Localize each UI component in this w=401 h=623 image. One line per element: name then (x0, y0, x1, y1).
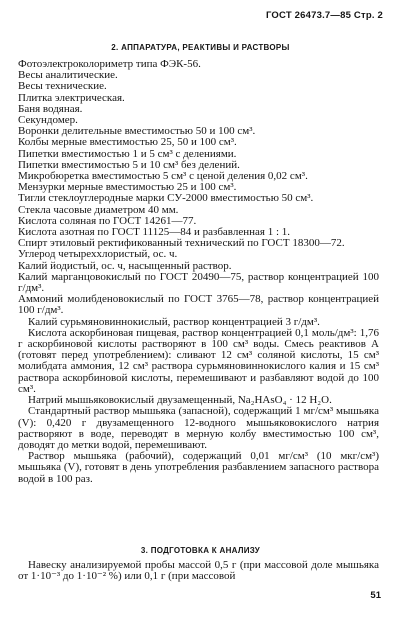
equipment-item: Весы аналитические. (18, 69, 118, 82)
equipment-item: Тигли стеклоуглеродные марки СУ-2000 вместимостью 50 см³. (18, 192, 314, 205)
reagent-item: Раствор мышьяка (рабочий), содержащий 0,01 мг/см³ (10 мкг/см³) мышьяка (V), готовят в день употребления разбавлением запасного раствора водой в 100 раз. (18, 450, 379, 485)
reagent-item: Спирт этиловый ректификованный технический по ГОСТ 18300—72. (18, 237, 345, 250)
equipment-item: Стекла часовые диаметром 40 мм. (18, 203, 179, 216)
equipment-item: Колбы мерные вместимостью 25, 50 и 100 см³. (18, 136, 237, 149)
reagent-item: Калий марганцовокислый по ГОСТ 20490—75, раствор концентрацией 100 г/дм³. (18, 270, 379, 295)
reagent-item: Натрий мышьяковокислый двузамещенный, Na₂HAsO₄ · 12 H₂O. (28, 394, 332, 407)
reagent-item: Калий йодистый, ос. ч, насыщенный раствор. (18, 259, 232, 272)
reagent-item: Аммоний молибденовокислый по ГОСТ 3765—78, раствор концентрацией 100 г/дм³. (18, 293, 379, 317)
reagent-item: Углерод четыреххлористый, ос. ч. (18, 248, 178, 261)
page-header: ГОСТ 26473.7—85 Стр. 2 (265, 10, 383, 21)
equipment-item: Пипетки вместимостью 1 и 5 см³ с делениями. (18, 147, 237, 160)
equipment-item: Пипетки вместимостью 5 и 10 см³ без делений. (18, 158, 240, 171)
section-3-paragraph: Навеску анализируемой пробы массой 0,5 г (при массовой доле мышьяка от 1·10⁻³ до 1·10⁻² %) или 0,1 г (при массовой (18, 559, 379, 583)
equipment-item: Кислота соляная по ГОСТ 14261—77. (18, 214, 197, 227)
equipment-item: Мензурки мерные вместимостью 25 и 100 см³. (18, 181, 237, 194)
page-number: 51 (370, 590, 381, 601)
section-2-heading: 2. АППАРАТУРА, РЕАКТИВЫ И РАСТВОРЫ (111, 43, 290, 52)
reagent-item: Стандартный раствор мышьяка (запасной), содержащий 1 мг/см³ мышьяка (V): 0,420 г двузамещенного 12-водного мышьяковокислого натрия растворяют в воде, переводят в мерную колбу вместимостью 100 см³, доводят до метки водой, перемешивают. (18, 405, 379, 451)
reagent-item: Калий сурьмяновиннокислый, раствор концентрацией 3 г/дм³. (28, 315, 320, 328)
equipment-item: Весы технические. (18, 80, 107, 93)
equipment-item: Микробюретка вместимостью 5 см³ с ценой деления 0,02 см³. (18, 170, 308, 183)
equipment-item: Воронки делительные вместимостью 50 и 100 см³. (18, 125, 256, 138)
equipment-item: Кислота азотная по ГОСТ 11125—84 и разбавленная 1 : 1. (18, 226, 291, 239)
section-2-body (18, 59, 379, 485)
equipment-item: Плитка электрическая. (18, 91, 125, 104)
reagent-item: Кислота аскорбиновая пищевая, раствор концентрацией 0,1 моль/дм³: 1,76 г аскорбиновой кислоты растворяют в 100 см³ воды. Смесь реактивов А (готовят перед употреблением): сливают 12 см³ соляной кислоты, 15 см³ молибдата аммония, 12 см³ раствора сурьмяновиннокислого калия и 15 см³ раствора аскорбиновой кислоты, перемешивают и разбавляют водой до 100 см³. (18, 326, 379, 395)
equipment-item: Баня водяная. (18, 102, 83, 115)
equipment-item: Секундомер. (18, 114, 78, 127)
equipment-item: Фотоэлектроколориметр типа ФЭК-56. (18, 58, 201, 70)
section-3-body (18, 560, 379, 582)
section-3-heading: 3. ПОДГОТОВКА К АНАЛИЗУ (140, 546, 261, 555)
